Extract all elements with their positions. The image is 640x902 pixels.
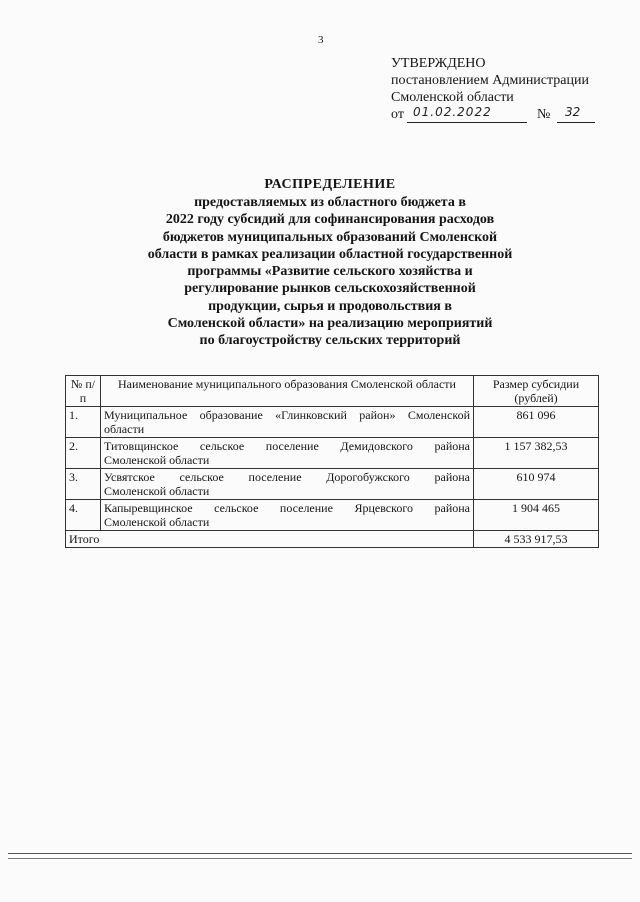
page-number: 3: [318, 34, 324, 46]
subtitle-line: предоставляемых из областного бюджета в: [194, 195, 466, 210]
subtitle-line: по благоустройству сельских территорий: [199, 333, 461, 349]
number-label: №: [537, 107, 551, 122]
row-number: 2.: [66, 438, 101, 469]
row-number: 1.: [66, 407, 101, 438]
table-row: [66, 438, 599, 469]
approval-region: Смоленской области: [391, 90, 514, 105]
row-name: [101, 469, 474, 500]
row-name-line1: Титовщинское сельское поселение Демидовского района: [104, 439, 470, 453]
approval-date-line: [391, 106, 589, 124]
subtitle-line: области в рамках реализации областной государственной: [147, 246, 513, 262]
distribution-table: [65, 375, 599, 548]
row-name-line2: Смоленской области: [104, 484, 210, 498]
handwritten-number: 32: [565, 105, 581, 119]
row-number: 3.: [66, 469, 101, 500]
row-number: 4.: [66, 500, 101, 531]
row-name: [101, 500, 474, 531]
row-name-line1: Капыревщинское сельское поселение Ярцевского района: [104, 501, 470, 515]
table-total-row: [66, 531, 599, 548]
row-sum: 861 096: [474, 407, 599, 438]
date-prefix: от: [391, 107, 404, 122]
row-sum: 610 974: [474, 469, 599, 500]
total-label: Итого: [66, 531, 474, 548]
subtitle-line: регулирование рынков сельскохозяйственной: [184, 281, 476, 297]
approval-decree: постановлением Администрации: [391, 73, 589, 88]
table-row: [66, 469, 599, 500]
table-row: [66, 500, 599, 531]
subtitle-line: 2022 году субсидий для софинансирования расходов: [165, 212, 495, 228]
number-field: [557, 106, 595, 123]
bottom-divider: [8, 853, 632, 854]
row-name-line2: Смоленской области: [104, 453, 210, 467]
header-name: Наименование муниципального образования Смоленской области: [101, 376, 474, 407]
document-title: РАСПРЕДЕЛЕНИЕ: [264, 177, 396, 192]
subtitle-line: бюджетов муниципальных образований Смоленской: [162, 229, 498, 245]
row-sum: 1 904 465: [474, 500, 599, 531]
approval-block: [391, 55, 589, 124]
row-sum: 1 157 382,53: [474, 438, 599, 469]
bottom-divider: [8, 858, 632, 859]
table-row: [66, 407, 599, 438]
subtitle-line: продукции, сырья и продовольствия в: [208, 298, 452, 314]
row-name-line1: Усвятское сельское поселение Дорогобужского района: [104, 470, 470, 484]
approval-heading: УТВЕРЖДЕНО: [391, 56, 486, 71]
subtitle-line: программы «Развитие сельского хозяйства и: [187, 264, 473, 280]
document-subtitle: [100, 194, 560, 350]
row-name: [101, 407, 474, 438]
table-header-row: [66, 376, 599, 407]
row-name-line2: области: [104, 422, 145, 436]
total-sum: 4 533 917,53: [474, 531, 599, 548]
row-name-line1: Муниципальное образование «Глинковский район» Смоленской: [104, 408, 470, 422]
subtitle-line: Смоленской области» на реализацию мероприятий: [167, 316, 493, 332]
date-field: [407, 106, 527, 123]
row-name-line2: Смоленской области: [104, 515, 210, 529]
row-name: [101, 438, 474, 469]
handwritten-date: 01.02.2022: [413, 105, 492, 119]
header-sum: Размер субсидии (рублей): [474, 376, 599, 407]
header-number: № п/п: [66, 376, 101, 407]
